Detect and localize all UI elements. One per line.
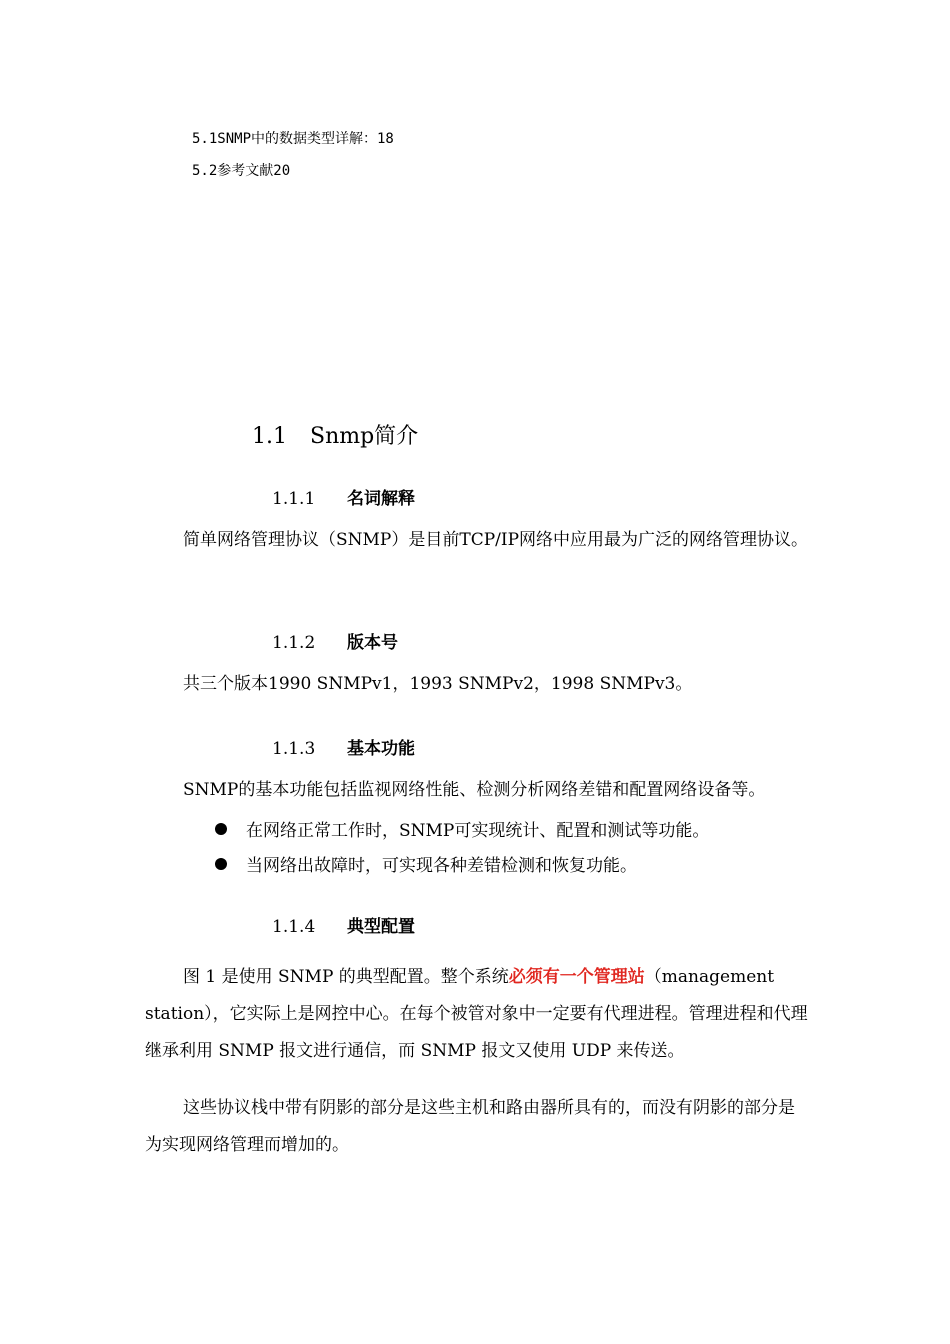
subsection-number: 1.1.1 <box>272 489 316 509</box>
section-number: 1.1 <box>252 424 287 449</box>
config-text-end: （management station），它实际上是网控中心。在每个被管对象中一定要有代理进程。管理进程和代理继承利用 SNMP 报文进行通信，而 SNMP 报文又使用 UDP 来传送。 <box>145 967 808 1061</box>
subsection-title: 典型配置 <box>347 917 415 937</box>
subsection-title: 版本号 <box>347 633 398 653</box>
subsection-number: 1.1.3 <box>272 739 316 759</box>
paragraph-versions: 共三个版本1990 SNMPv1，1993 SNMPv2，1998 SNMPv3。 <box>183 674 693 694</box>
toc-entry-5-2[interactable]: 5.2参考文献20 <box>192 163 291 179</box>
config-highlight: 必须有一个管理站 <box>508 967 645 987</box>
subsection-heading-3 <box>272 734 415 759</box>
subsection-number: 1.1.2 <box>272 633 316 653</box>
bullet-text: 当网络出故障时，可实现各种差错检测和恢复功能。 <box>246 856 637 876</box>
subsection-heading-4 <box>272 912 415 937</box>
subsection-heading-1 <box>272 484 415 509</box>
bullet-item-1 <box>215 816 709 841</box>
subsection-title: 名词解释 <box>347 489 415 509</box>
paragraph-typical-config <box>145 959 810 1070</box>
paragraph-definition: 简单网络管理协议（SNMP）是目前TCP/IP网络中应用最为广泛的网络管理协议。 <box>183 530 809 550</box>
bullet-text: 在网络正常工作时，SNMP可实现统计、配置和测试等功能。 <box>246 821 710 841</box>
section-title: Snmp简介 <box>310 424 419 449</box>
config-text-start: 图 1 是使用 SNMP 的典型配置。整个系统 <box>183 967 509 987</box>
toc-entry-5-1[interactable]: 5.1SNMP中的数据类型详解：18 <box>192 131 394 147</box>
paragraph-protocol-stack: 这些协议栈中带有阴影的部分是这些主机和路由器所具有的，而没有阴影的部分是为实现网络管理而增加的。 <box>145 1098 795 1155</box>
bullet-item-2 <box>215 851 637 876</box>
subsection-heading-2 <box>272 628 398 653</box>
subsection-number: 1.1.4 <box>272 917 316 937</box>
subsection-title: 基本功能 <box>347 739 415 759</box>
section-heading <box>252 419 418 450</box>
paragraph-functions: SNMP的基本功能包括监视网络性能、检测分析网络差错和配置网络设备等。 <box>183 780 766 800</box>
bullet-icon <box>215 858 227 870</box>
bullet-icon <box>215 823 227 835</box>
